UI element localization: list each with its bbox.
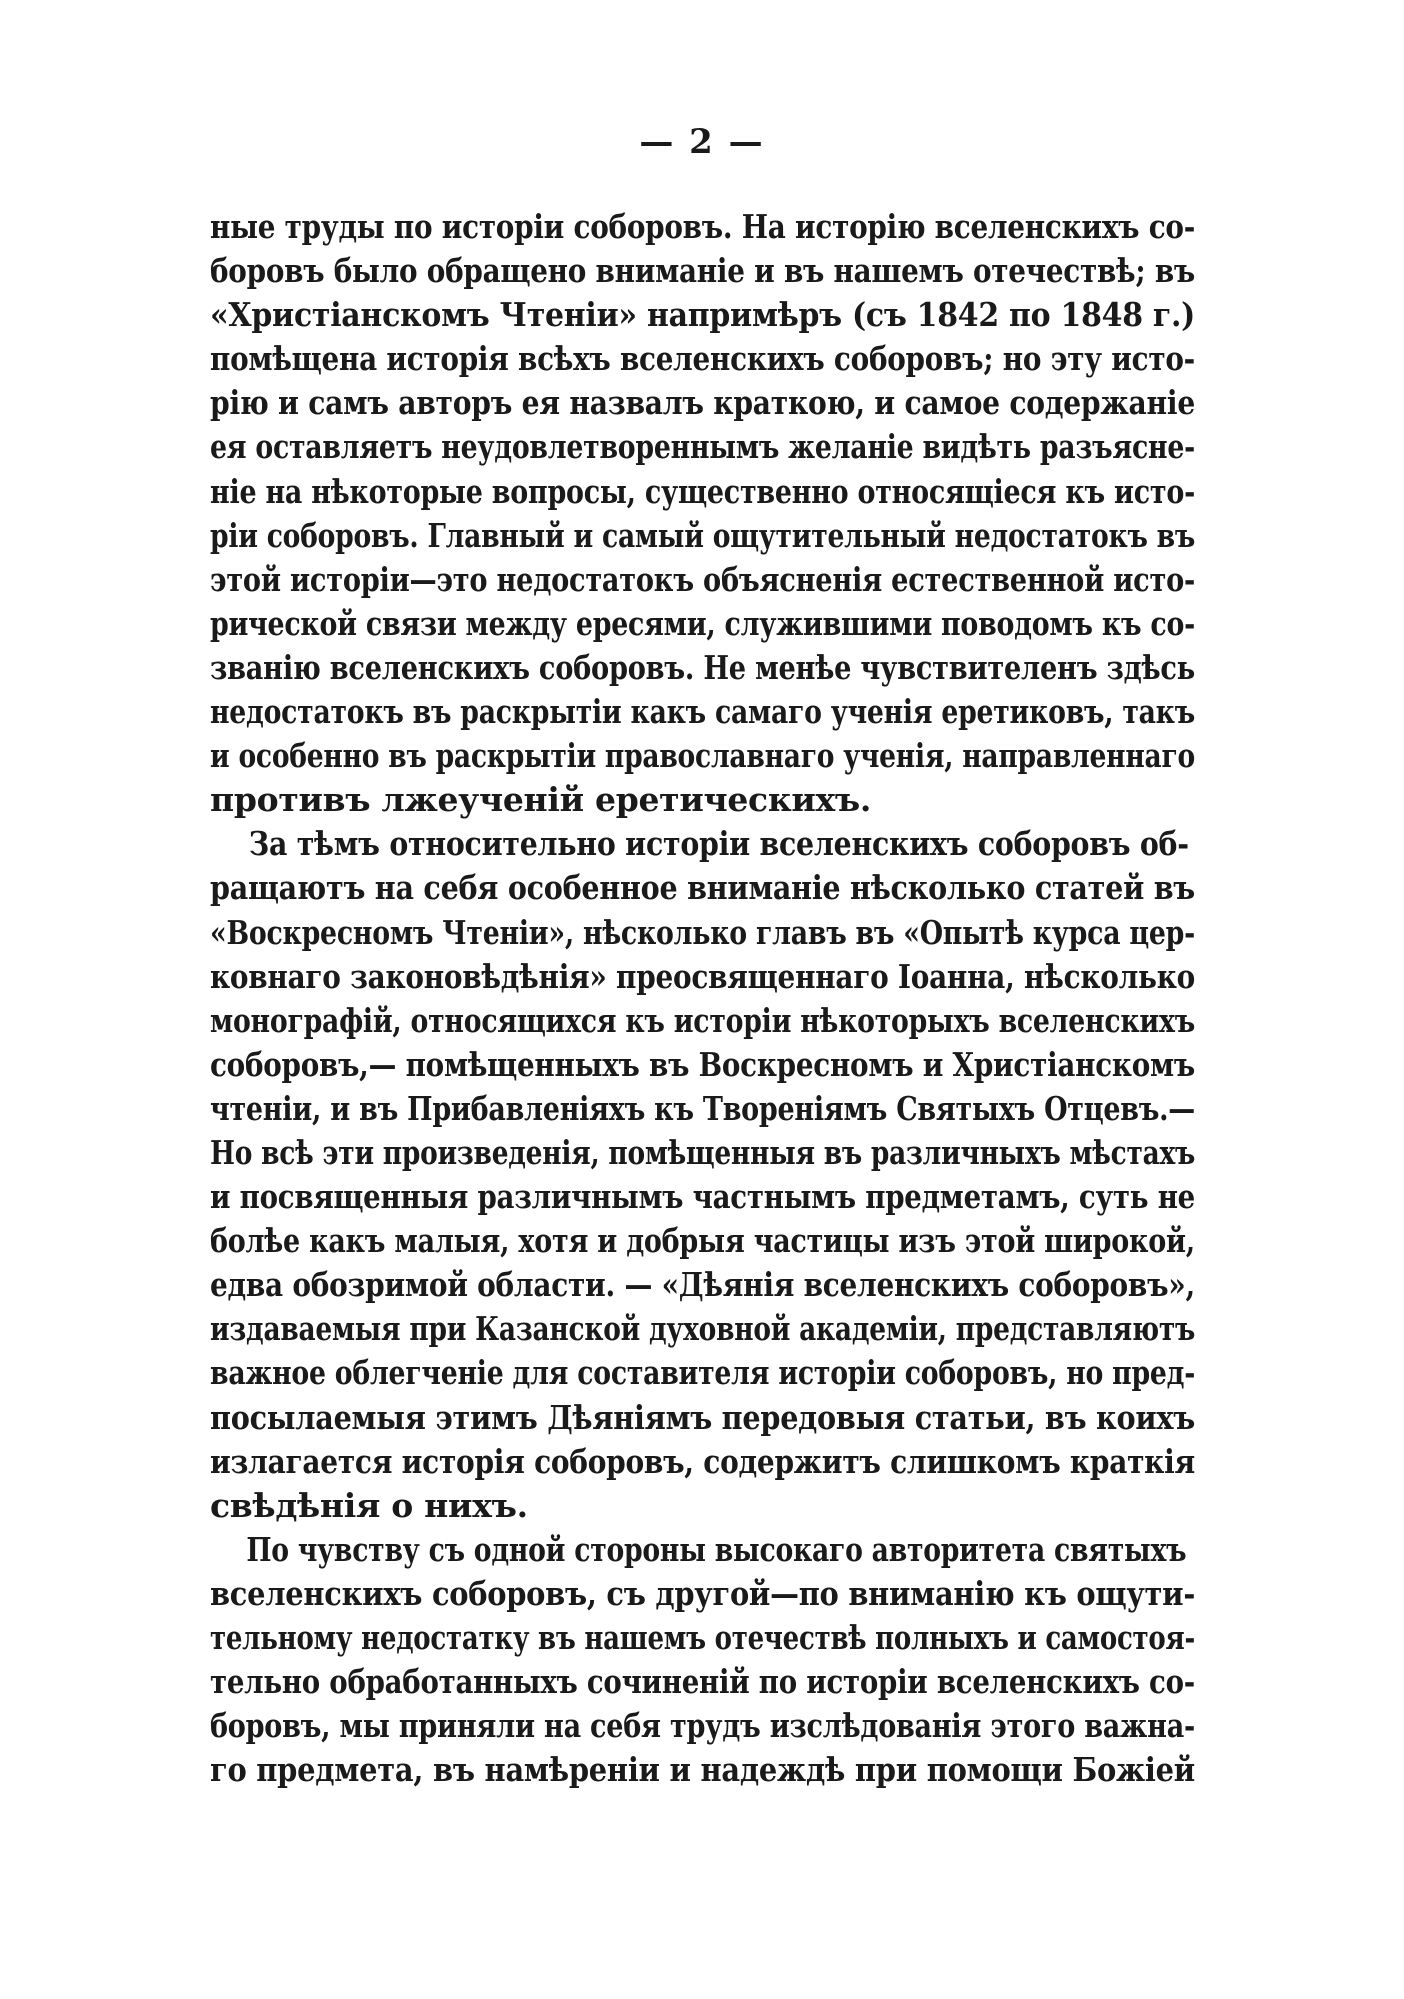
text-line: ковнаго законовѣдѣнія» преосвященнаго Іоанна, нѣсколько xyxy=(210,956,1195,996)
text-line: монографій, относящихся къ исторіи нѣкоторыхъ вселенскихъ xyxy=(210,1000,1195,1040)
text-line: противъ лжеученій еретическихъ. xyxy=(210,780,872,820)
text-line: За тѣмъ относительно исторіи вселенскихъ соборовъ об- xyxy=(248,824,1189,864)
text-line: и посвященныя различнымъ частнымъ предметамъ, суть не xyxy=(210,1177,1196,1217)
text-line: и особенно въ раскрытіи православнаго ученія, направленнаго xyxy=(210,736,1195,776)
text-line: «Христіанскомъ Чтеніи» напримѣръ (съ 1842 по 1848 г.) xyxy=(210,295,1196,335)
text-line: ріи соборовъ. Главный и самый ощутительный недостатокъ въ xyxy=(210,515,1196,555)
text-line: этой исторіи—это недостатокъ объясненія естественной исто- xyxy=(210,559,1196,599)
paragraph-1 xyxy=(210,205,1195,822)
text-line: посылаемыя этимъ Дѣяніямъ передовыя статьи, въ коихъ xyxy=(210,1397,1195,1437)
text-line: недостатокъ въ раскрытіи какъ самаго ученія еретиковъ, такъ xyxy=(210,692,1195,732)
text-line: боровъ было обращено вниманіе и въ нашемъ отечествѣ; въ xyxy=(210,251,1196,291)
text-line: рію и самъ авторъ ея назвалъ краткою, и самое содержаніе xyxy=(210,383,1196,423)
text-line: едва обозримой области. — «Дѣянія вселенскихъ соборовъ», xyxy=(210,1265,1195,1305)
text-line: званію вселенскихъ соборовъ. Не менѣе чувствителенъ здѣсь xyxy=(210,647,1195,687)
text-line: чтеніи, и въ Прибавленіяхъ къ Твореніямъ Святыхъ Отцевъ.— xyxy=(210,1088,1196,1128)
paragraph-3 xyxy=(210,1528,1195,1793)
text-line: «Воскресномъ Чтеніи», нѣсколько главъ въ «Опытѣ курса цер- xyxy=(210,912,1196,952)
text-line: ные труды по исторіи соборовъ. На исторію вселенскихъ со- xyxy=(210,207,1196,246)
text-line: го предмета, въ намѣреніи и надеждѣ при помощи Божіей xyxy=(210,1750,1195,1790)
text-line: ніе на нѣкоторые вопросы, существенно относящіеся къ исто- xyxy=(210,471,1196,511)
text-line: ея оставляетъ неудовлетвореннымъ желаніе видѣть разъясне- xyxy=(210,427,1195,467)
text-line: По чувству съ одной стороны высокаго авторитета святыхъ xyxy=(246,1529,1187,1569)
page-number: — 2 — xyxy=(639,122,765,162)
text-line: вселенскихъ соборовъ, съ другой—по вниманію къ ощути- xyxy=(210,1573,1196,1613)
text-line: Но всѣ эти произведенія, помѣщенныя въ различныхъ мѣстахъ xyxy=(210,1132,1196,1172)
text-line: тельно обработанныхъ сочиненій по исторіи вселенскихъ со- xyxy=(210,1662,1195,1702)
text-line: рической связи между ересями, служившими поводомъ къ со- xyxy=(210,603,1195,643)
text-line: соборовъ,— помѣщенныхъ въ Воскресномъ и Христіанскомъ xyxy=(210,1044,1196,1084)
text-line: издаваемыя при Казанской духовной академіи, представляютъ xyxy=(210,1309,1196,1349)
text-line: ращаютъ на себя особенное вниманіе нѣсколько статей въ xyxy=(210,868,1195,908)
paragraph-2 xyxy=(210,822,1195,1528)
body-text xyxy=(210,205,1195,1792)
text-line: тельному недостатку въ нашемъ отечествѣ полныхъ и самостоя- xyxy=(210,1618,1196,1657)
text-line: боровъ, мы приняли на себя трудъ изслѣдованія этого важна- xyxy=(210,1706,1195,1746)
text-line: свѣдѣнія о нихъ. xyxy=(210,1485,528,1525)
text-line: излагается исторія соборовъ, содержитъ слишкомъ краткія xyxy=(210,1441,1195,1481)
text-line: помѣщена исторія всѣхъ вселенскихъ соборовъ; но эту исто- xyxy=(210,339,1195,379)
text-line: болѣе какъ малыя, хотя и добрыя частицы изъ этой широкой, xyxy=(210,1221,1195,1261)
text-line: важное облегченіе для составителя исторіи соборовъ, но пред- xyxy=(210,1353,1196,1393)
